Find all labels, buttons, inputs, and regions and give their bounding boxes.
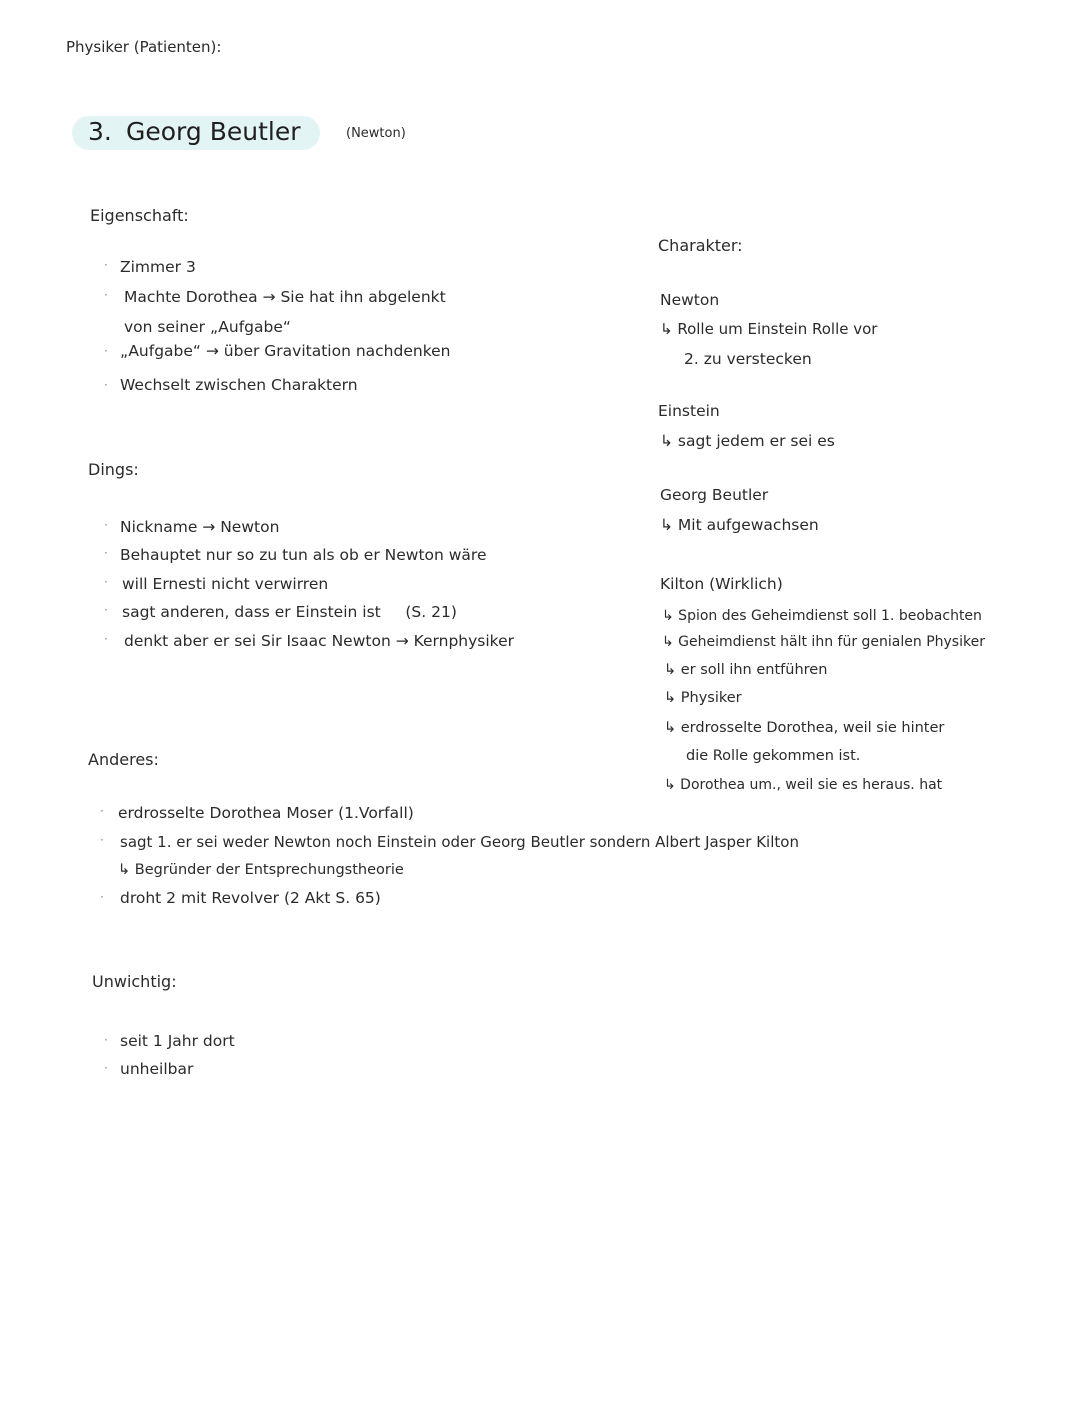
character-note: ↳ Rolle um Einstein Rolle vor — [660, 320, 878, 338]
character-note: ↳ sagt jedem er sei es — [660, 432, 835, 450]
list-item: will Ernesti nicht verwirren — [122, 575, 329, 593]
character-note: die Rolle gekommen ist. — [686, 748, 861, 764]
bullet: · — [104, 632, 108, 646]
list-item: unheilbar — [120, 1060, 194, 1078]
bullet: · — [100, 804, 104, 818]
character-name: Georg Beutler — [660, 486, 769, 504]
list-item: sagt anderen, dass er Einstein ist (S. 21) — [122, 603, 457, 621]
character-note: ↳ Physiker — [664, 690, 742, 706]
list-item: Zimmer 3 — [120, 258, 196, 276]
bullet: · — [104, 518, 108, 532]
bullet: · — [104, 258, 108, 272]
bullet: · — [104, 1033, 108, 1047]
list-item: ↳ Begründer der Entsprechungstheorie — [118, 862, 404, 878]
page-header: Physiker (Patienten): — [66, 38, 222, 56]
eigenschaft-heading: Eigenschaft: — [90, 206, 189, 225]
character-name: Einstein — [658, 402, 720, 420]
bullet: · — [104, 288, 108, 302]
list-item: erdrosselte Dorothea Moser (1.Vorfall) — [118, 804, 414, 822]
bullet: · — [104, 1061, 108, 1075]
bullet: · — [104, 378, 108, 392]
list-item: Behauptet nur so zu tun als ob er Newton wäre — [120, 546, 487, 564]
character-note: ↳ Dorothea um., weil sie es heraus. hat — [664, 777, 943, 793]
bullet: · — [100, 833, 104, 847]
list-item: „Aufgabe“ → über Gravitation nachdenken — [120, 342, 451, 360]
bullet: · — [104, 575, 108, 589]
character-name: Kilton (Wirklich) — [660, 575, 783, 593]
title-name: Georg Beutler — [126, 117, 301, 146]
list-item: von seiner „Aufgabe“ — [124, 318, 291, 336]
character-note: ↳ Mit aufgewachsen — [660, 516, 819, 534]
character-note: ↳ Geheimdienst hält ihn für genialen Physiker — [662, 634, 985, 650]
character-name: Newton — [660, 291, 720, 309]
anderes-heading: Anderes: — [88, 750, 159, 769]
character-note: ↳ erdrosselte Dorothea, weil sie hinter — [664, 720, 945, 736]
unwichtig-heading: Unwichtig: — [92, 972, 177, 991]
bullet: · — [104, 546, 108, 560]
charakter-heading: Charakter: — [658, 236, 743, 255]
title-number: 3. — [88, 117, 112, 146]
list-item: Nickname → Newton — [120, 518, 280, 536]
list-item: Wechselt zwischen Charaktern — [120, 376, 358, 394]
bullet: · — [104, 344, 108, 358]
character-note: 2. zu verstecken — [684, 350, 812, 368]
character-note: ↳ Spion des Geheimdienst soll 1. beobachten — [662, 608, 982, 624]
list-item: denkt aber er sei Sir Isaac Newton → Kernphysiker — [124, 632, 515, 650]
bullet: · — [104, 603, 108, 617]
list-item: droht 2 mit Revolver (2 Akt S. 65) — [120, 889, 381, 907]
bullet: · — [100, 890, 104, 904]
title-subtitle: (Newton) — [346, 126, 406, 141]
character-note: ↳ er soll ihn entführen — [664, 662, 828, 678]
dings-heading: Dings: — [88, 460, 139, 479]
list-item: seit 1 Jahr dort — [120, 1032, 235, 1050]
list-item: sagt 1. er sei weder Newton noch Einstein oder Georg Beutler sondern Albert Jasper Kilton — [120, 833, 799, 851]
list-item: Machte Dorothea → Sie hat ihn abgelenkt — [124, 288, 446, 306]
